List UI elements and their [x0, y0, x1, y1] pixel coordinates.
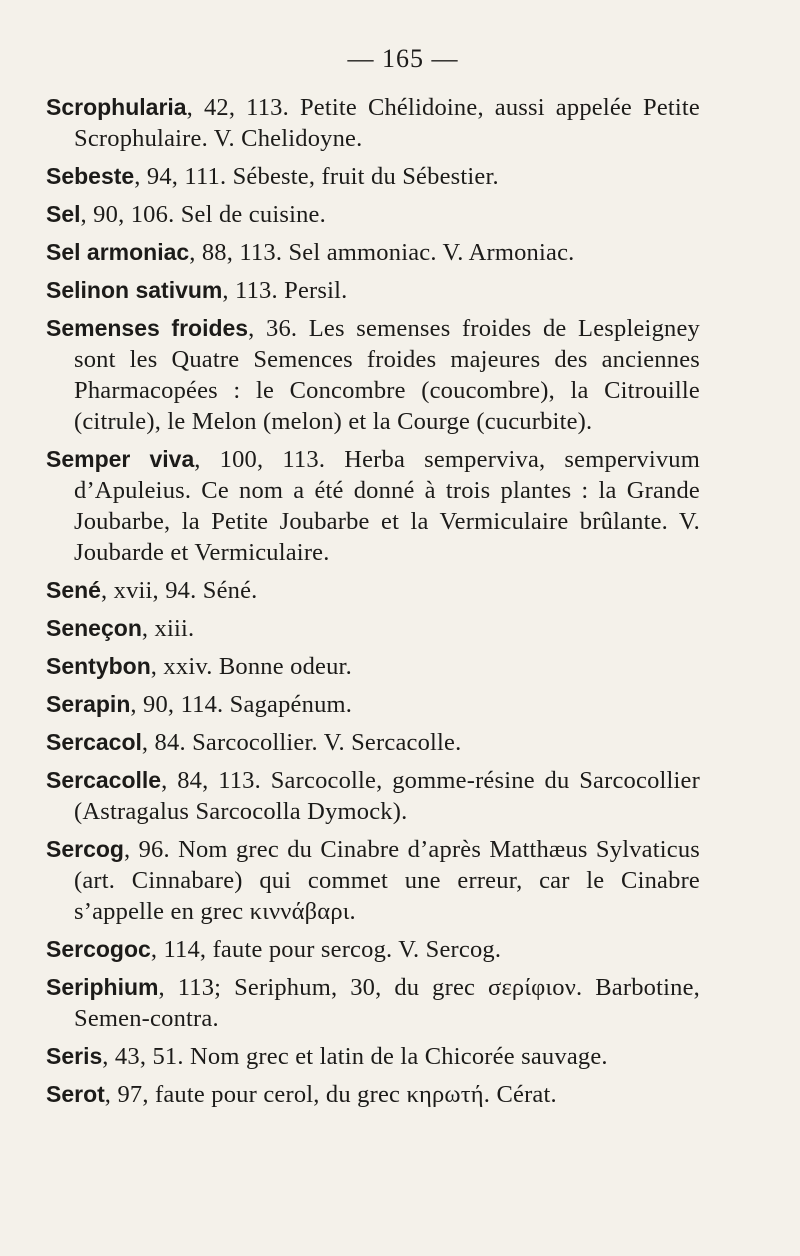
- entry-text: , 96. Nom grec du Cinabre d’après Matthæus Sylvaticus (art. Cinnabare) qui commet une erreur, car le Cinabre s’appelle en grec κιννάβαρι.: [74, 836, 700, 925]
- entry-text: , 94, 111. Sébeste, fruit du Sébestier.: [134, 163, 499, 190]
- dictionary-entry: [46, 1079, 700, 1110]
- entry-text: , 88, 113. Sel ammoniac. V. Armoniac.: [189, 239, 575, 266]
- entry-text: , 114, faute pour sercog. V. Sercog.: [150, 936, 502, 963]
- dictionary-entry: [46, 972, 700, 1034]
- entry-headword: Scrophularia: [46, 94, 187, 120]
- dictionary-entry: [46, 313, 700, 437]
- entry-headword: Sercacolle: [46, 767, 162, 793]
- dictionary-entry: [46, 689, 700, 720]
- entry-headword: Sentybon: [46, 653, 151, 679]
- entry-headword: Sené: [46, 577, 101, 603]
- entry-headword: Sel armoniac: [46, 239, 190, 265]
- entry-headword: Seriphium: [46, 974, 159, 1000]
- entry-text: , 42, 113. Petite Chélidoine, aussi appelée Petite Scrophulaire. V. Chelidoyne.: [74, 94, 700, 152]
- entry-headword: Sercog: [46, 836, 124, 862]
- dictionary-entry: [46, 237, 700, 268]
- entry-text: , 43, 51. Nom grec et latin de la Chicorée sauvage.: [102, 1043, 608, 1070]
- dictionary-entry: [46, 575, 700, 606]
- dictionary-entry: [46, 613, 700, 644]
- entry-text: , 113; Seriphum, 30, du grec σερίφιον. Barbotine, Semen-contra.: [74, 974, 700, 1032]
- entry-headword: Selinon sativum: [46, 277, 223, 303]
- entry-headword: Sel: [46, 201, 81, 227]
- dictionary-entry: [46, 444, 700, 568]
- dictionary-entry: [46, 765, 700, 827]
- entry-text: , 113. Persil.: [222, 277, 348, 304]
- dictionary-entry: [46, 161, 700, 192]
- entry-text: , xxiv. Bonne odeur.: [150, 653, 352, 680]
- entry-text: , 84. Sarcocollier. V. Sercacolle.: [141, 729, 462, 756]
- entry-list: [46, 92, 700, 1110]
- entry-text: , 84, 113. Sarcocolle, gomme-résine du Sarcocollier (Astragalus Sarcocolla Dymock).: [74, 767, 700, 825]
- entry-headword: Serot: [46, 1081, 105, 1107]
- entry-text: , 90, 106. Sel de cuisine.: [80, 201, 326, 228]
- dictionary-entry: [46, 727, 700, 758]
- entry-headword: Seris: [46, 1043, 103, 1069]
- dictionary-entry: [46, 199, 700, 230]
- dictionary-entry: [46, 92, 700, 154]
- entry-text: , xiii.: [141, 615, 195, 642]
- entry-headword: Sercacol: [46, 729, 142, 755]
- page-number: — 165 —: [347, 44, 459, 73]
- entry-headword: Sercogoc: [46, 936, 151, 962]
- entry-text: , 90, 114. Sagapénum.: [130, 691, 353, 718]
- dictionary-entry: [46, 1041, 700, 1072]
- entry-text: , 36. Les semenses froides de Lespleigney sont les Quatre Semences froides majeures des anciennes Pharmacopées : le Concombre (coucombre), la Citrouille (citrule), le Melon (melon) et la Courge (cucurbite).: [74, 315, 700, 435]
- entry-headword: Semenses froides: [46, 315, 249, 341]
- dictionary-entry: [46, 275, 700, 306]
- dictionary-entry: [46, 934, 700, 965]
- entry-text: , 100, 113. Herba sempervivа, sempervivum d’Apuleius. Ce nom a été donné à trois plantes : la Grande Joubarbe, la Petite Joubarbe et la Vermiculaire brûlante. V. Joubarde et Vermiculaire.: [74, 446, 700, 566]
- entry-headword: Seneçon: [46, 615, 142, 641]
- entry-headword: Semper viva: [46, 446, 195, 472]
- entry-text: , 97, faute pour cerol, du grec κηρωτή. Cérat.: [104, 1081, 557, 1108]
- dictionary-entry: [46, 651, 700, 682]
- dictionary-entry: [46, 834, 700, 927]
- entry-headword: Serapin: [46, 691, 131, 717]
- entry-text: , xvii, 94. Séné.: [100, 577, 258, 604]
- entry-headword: Sebeste: [46, 163, 135, 189]
